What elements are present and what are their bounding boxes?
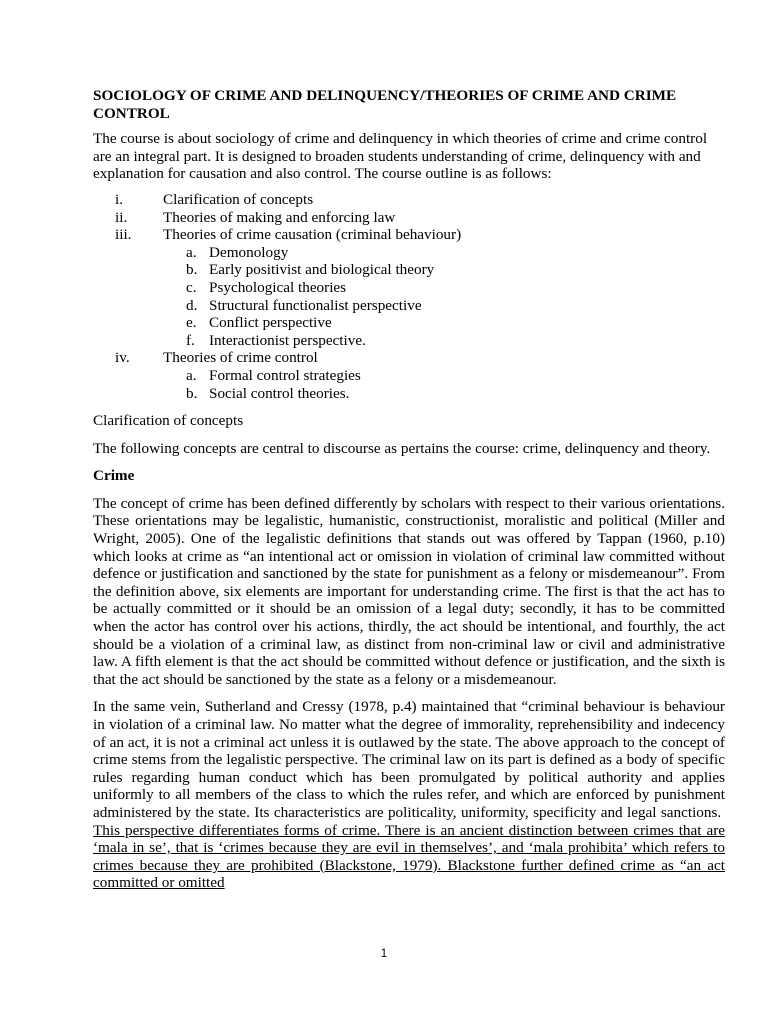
subitem-letter: d. — [186, 296, 198, 314]
outline-number: iii. — [115, 226, 132, 244]
sutherland-text: In the same vein, Sutherland and Cressy (1978, p.4) maintained that “criminal behaviour is behaviour in violation of a criminal law. No matter what the degree of immorality, reprehensibility and indecency of an act, it is not a criminal act unless it is outlawed by the state. The above approach to the concept of crime stems from the legalistic perspective. The criminal law on its part is defined as a body of specific rules regarding human conduct which has been promulgated by political authority and applies uniformly to all members of the class to which the rules refer, and which are enforced by punishment administered by the state. Its characteristics are politicality, uniformity, specificity and legal sanctions. — [93, 698, 725, 821]
outline-subitem — [93, 314, 725, 332]
subitem-letter: a. — [186, 366, 197, 384]
subitem-letter: a. — [186, 243, 197, 261]
outline-subitem — [93, 332, 725, 350]
section-heading-crime: Crime — [93, 467, 135, 485]
subitem-letter: e. — [186, 314, 197, 332]
underlined-text: This perspective differentiates forms of crime. There is an ancient distinction between crimes that are ‘mala in se’, that is ‘crimes because they are evil in themselves’, and ‘mala prohibita’ which refers to crimes because they are prohibited (Blackstone, 1979). Blackstone further defined crime as “an act committed or omitted — [93, 821, 725, 892]
outline-subitem — [93, 297, 725, 315]
subitem-letter: c. — [186, 278, 197, 296]
concepts-paragraph: The following concepts are central to discourse as pertains the course: crime, delinquency and theory. — [93, 439, 711, 457]
outline-number: i. — [115, 190, 124, 208]
outline-item-iii — [93, 226, 725, 244]
document-page — [93, 87, 725, 892]
subitem-text: Formal control strategies — [209, 366, 361, 384]
outline-subitem — [93, 244, 725, 262]
subitem-text: Structural functionalist perspective — [209, 296, 422, 314]
subitem-text: Demonology — [209, 243, 289, 261]
outline-subitem — [93, 367, 725, 385]
outline-subitem — [93, 279, 725, 297]
outline-text: Theories of crime control — [163, 349, 318, 367]
page-number: 1 — [380, 948, 388, 960]
subitem-text: Psychological theories — [209, 278, 347, 296]
outline-item-i — [93, 191, 725, 209]
document-title: SOCIOLOGY OF CRIME AND DELINQUENCY/THEORIES OF CRIME AND CRIME CONTROL — [93, 87, 677, 122]
outline-subitem — [93, 385, 725, 403]
outline-item-ii — [93, 209, 725, 227]
outline-text: Clarification of concepts — [163, 190, 314, 208]
subitem-letter: b. — [186, 261, 198, 279]
subitem-text: Early positivist and biological theory — [209, 261, 435, 279]
sutherland-paragraph — [93, 698, 725, 892]
outline-number: iv. — [115, 349, 130, 367]
subitem-letter: f. — [186, 331, 195, 349]
outline-subitem — [93, 261, 725, 279]
intro-paragraph: The course is about sociology of crime and delinquency in which theories of crime and crime control are an integral part. It is designed to broaden students understanding of crime, delinquency with and explanation for causation and also control. The course outline is as follows: — [93, 130, 708, 183]
section-heading-clarification: Clarification of concepts — [93, 412, 244, 430]
course-outline — [93, 191, 725, 402]
subitem-letter: b. — [186, 384, 198, 402]
subitem-text: Interactionist perspective. — [209, 331, 366, 349]
outline-text: Theories of crime causation (criminal behaviour) — [163, 226, 462, 244]
crime-paragraph: The concept of crime has been defined differently by scholars with respect to their various orientations. These orientations may be legalistic, humanistic, constructionist, moralistic and political (Miller and Wright, 2005). One of the legalistic definitions that stands out was offered by Tappan (1960, p.10) which looks at crime as “an intentional act or omission in violation of criminal law committed without defence or justification and sanctioned by the state for punishment as a felony or misdemeanour”. From the definition above, six elements are important for understanding crime. The first is that the act has to be actually committed or it should be an omission of a legal duty; secondly, it has to be committed when the actor has control over his actions, thirdly, the act should be intentional, and fourthly, the act should be a violation of a criminal law, as distinct from non-criminal law or civil and administrative law. A fifth element is that the act should be committed without defence or justification, and the sixth is that the act should be sanctioned by the state as a felony or a misdemeanour. — [93, 494, 725, 688]
outline-number: ii. — [115, 208, 128, 226]
outline-item-iv — [93, 349, 725, 367]
subitem-text: Conflict perspective — [209, 314, 332, 332]
outline-text: Theories of making and enforcing law — [163, 208, 396, 226]
subitem-text: Social control theories. — [209, 384, 350, 402]
